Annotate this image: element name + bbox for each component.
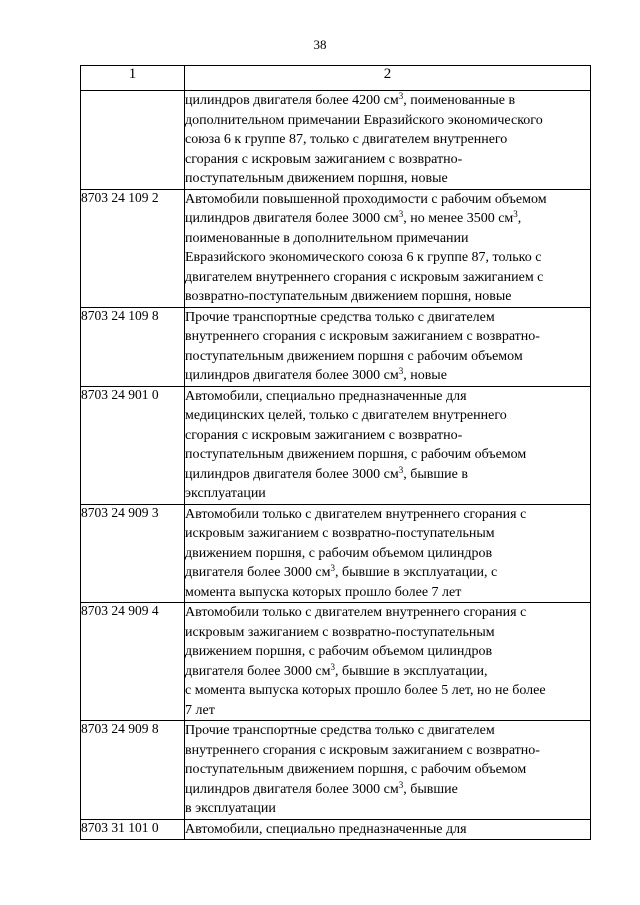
description-line bbox=[185, 623, 590, 643]
superscript: 3 bbox=[330, 661, 336, 672]
description-line bbox=[185, 426, 590, 446]
description-line bbox=[185, 445, 590, 465]
text-segment: искровым зажиганием с возвратно-поступательным bbox=[185, 526, 495, 541]
text-segment: , но менее 3500 см bbox=[403, 211, 514, 226]
description-line bbox=[185, 366, 590, 386]
tariff-table bbox=[80, 65, 591, 840]
table-row bbox=[81, 721, 591, 820]
description-line bbox=[185, 268, 590, 288]
commodity-code: 8703 24 909 4 bbox=[81, 603, 185, 721]
description-line bbox=[185, 190, 590, 210]
description-line bbox=[185, 91, 590, 111]
text-segment: , бывшие в эксплуатации, bbox=[335, 663, 488, 679]
superscript: 3 bbox=[398, 464, 404, 475]
description-line bbox=[185, 406, 590, 426]
description-line bbox=[185, 130, 590, 150]
text-segment: поступательным движением поршня с рабочим объемом bbox=[185, 348, 523, 364]
text-segment: поступательным движением поршня, с рабочим объемом bbox=[185, 447, 527, 462]
commodity-description bbox=[185, 504, 591, 603]
text-segment: сгорания с искровым зажиганием с возвратно- bbox=[185, 151, 463, 167]
commodity-description bbox=[185, 721, 591, 820]
description-line bbox=[185, 603, 590, 623]
text-segment: момента выпуска которых прошло более 7 лет bbox=[185, 584, 462, 600]
text-segment: Автомобили повышенной проходимости с рабочим объемом bbox=[185, 191, 547, 207]
text-segment: двигателя более 3000 см bbox=[185, 663, 331, 679]
description-line bbox=[185, 308, 590, 328]
text-segment: цилиндров двигателя более 3000 см bbox=[185, 368, 399, 383]
text-segment: цилиндров двигателя более 3000 см bbox=[185, 466, 399, 482]
commodity-description bbox=[185, 603, 591, 721]
table-row bbox=[81, 819, 591, 840]
text-segment: сгорания с искровым зажиганием с возвратно- bbox=[185, 427, 463, 443]
description-line bbox=[185, 209, 590, 229]
description-line bbox=[185, 760, 590, 780]
superscript: 3 bbox=[398, 209, 404, 219]
commodity-code bbox=[81, 91, 185, 190]
commodity-description bbox=[185, 819, 591, 840]
text-segment: эксплуатации bbox=[185, 486, 266, 501]
description-line bbox=[185, 347, 590, 367]
description-line bbox=[185, 662, 590, 682]
commodity-description bbox=[185, 307, 591, 386]
description-line bbox=[185, 681, 590, 701]
text-segment: , новые bbox=[403, 368, 447, 383]
text-segment: , бывшие в эксплуатации, с bbox=[335, 565, 498, 580]
table-row bbox=[81, 189, 591, 307]
superscript: 3 bbox=[513, 209, 518, 219]
superscript: 3 bbox=[398, 366, 404, 376]
text-segment: возвратно-поступательным движением поршня, новые bbox=[185, 289, 512, 304]
text-segment: дополнительном примечании Евразийского экономического bbox=[185, 112, 543, 128]
commodity-code: 8703 24 109 2 bbox=[81, 189, 185, 307]
text-segment: внутреннего сгорания с искровым зажиганием с возвратно- bbox=[185, 742, 540, 758]
text-segment: двигателя более 3000 см bbox=[185, 565, 331, 580]
commodity-code: 8703 24 901 0 bbox=[81, 386, 185, 504]
text-segment: поступательным движением поршня, с рабочим объемом bbox=[185, 762, 527, 777]
description-line bbox=[185, 780, 590, 800]
description-line bbox=[185, 799, 590, 819]
text-segment: , bbox=[517, 211, 522, 226]
text-segment: движением поршня, с рабочим объемом цилиндров bbox=[185, 644, 493, 659]
text-segment: двигателем внутреннего сгорания с искровым зажиганием с bbox=[185, 269, 544, 285]
description-line bbox=[185, 820, 590, 840]
text-segment: Прочие транспортные средства только с двигателем bbox=[185, 309, 495, 325]
description-line bbox=[185, 505, 590, 525]
commodity-description bbox=[185, 91, 591, 190]
description-line bbox=[185, 741, 590, 761]
text-segment: поименованные в дополнительном примечании bbox=[185, 230, 469, 246]
description-line bbox=[185, 642, 590, 662]
column-header-1: 1 bbox=[81, 66, 185, 91]
page-number: 38 bbox=[313, 37, 327, 52]
description-line bbox=[185, 327, 590, 347]
text-segment: Прочие транспортные средства только с двигателем bbox=[185, 723, 495, 738]
table-row bbox=[81, 603, 591, 721]
description-line bbox=[185, 524, 590, 544]
commodity-description bbox=[185, 189, 591, 307]
text-segment: цилиндров двигателя более 3000 см bbox=[185, 211, 399, 226]
description-line bbox=[185, 287, 590, 307]
commodity-code: 8703 24 109 8 bbox=[81, 307, 185, 386]
description-line bbox=[185, 248, 590, 268]
description-line bbox=[185, 169, 590, 189]
description-line bbox=[185, 111, 590, 131]
description-line bbox=[185, 563, 590, 583]
text-segment: искровым зажиганием с возвратно-поступательным bbox=[185, 624, 495, 640]
text-segment: цилиндров двигателя более 3000 см bbox=[185, 781, 399, 797]
table-row bbox=[81, 91, 591, 190]
column-header-2: 2 bbox=[185, 66, 591, 91]
text-segment: Автомобили только с двигателем внутреннего сгорания с bbox=[185, 506, 527, 522]
superscript: 3 bbox=[398, 91, 404, 101]
text-segment: Автомобили, специально предназначенные для bbox=[185, 388, 467, 404]
text-segment: движением поршня, с рабочим объемом цилиндров bbox=[185, 545, 493, 561]
text-segment: , бывшие bbox=[403, 781, 458, 797]
text-segment: цилиндров двигателя более 4200 см bbox=[185, 93, 399, 108]
table-row bbox=[81, 307, 591, 386]
text-segment: Автомобили, специально предназначенные для bbox=[185, 821, 467, 837]
description-line bbox=[185, 701, 590, 721]
text-segment: с момента выпуска которых прошло более 5 лет, но не более bbox=[185, 683, 546, 698]
description-line bbox=[185, 229, 590, 249]
description-line bbox=[185, 583, 590, 603]
table-row bbox=[81, 386, 591, 504]
text-segment: Автомобили только с двигателем внутреннего сгорания с bbox=[185, 605, 527, 620]
text-segment: поступательным движением поршня, новые bbox=[185, 171, 448, 186]
description-line bbox=[185, 150, 590, 170]
commodity-code: 8703 24 909 8 bbox=[81, 721, 185, 820]
description-line bbox=[185, 721, 590, 741]
commodity-code: 8703 31 101 0 bbox=[81, 819, 185, 840]
text-segment: 7 лет bbox=[185, 702, 215, 718]
text-segment: , поименованные в bbox=[403, 93, 516, 108]
description-line bbox=[185, 465, 590, 485]
description-line bbox=[185, 544, 590, 564]
commodity-code: 8703 24 909 3 bbox=[81, 504, 185, 603]
text-segment: в эксплуатации bbox=[185, 801, 276, 816]
description-line bbox=[185, 484, 590, 504]
superscript: 3 bbox=[330, 563, 336, 573]
text-segment: Евразийского экономического союза 6 к группе 87, только с bbox=[185, 250, 542, 265]
description-line bbox=[185, 387, 590, 407]
table-body bbox=[81, 91, 591, 840]
text-segment: союза 6 к группе 87, только с двигателем внутреннего bbox=[185, 132, 508, 147]
commodity-description bbox=[185, 386, 591, 504]
table-header-row bbox=[81, 66, 591, 91]
table-row bbox=[81, 504, 591, 603]
text-segment: , бывшие в bbox=[403, 466, 468, 482]
superscript: 3 bbox=[398, 779, 404, 790]
text-segment: внутреннего сгорания с искровым зажиганием с возвратно- bbox=[185, 329, 540, 344]
text-segment: медицинских целей, только с двигателем внутреннего bbox=[185, 408, 507, 423]
